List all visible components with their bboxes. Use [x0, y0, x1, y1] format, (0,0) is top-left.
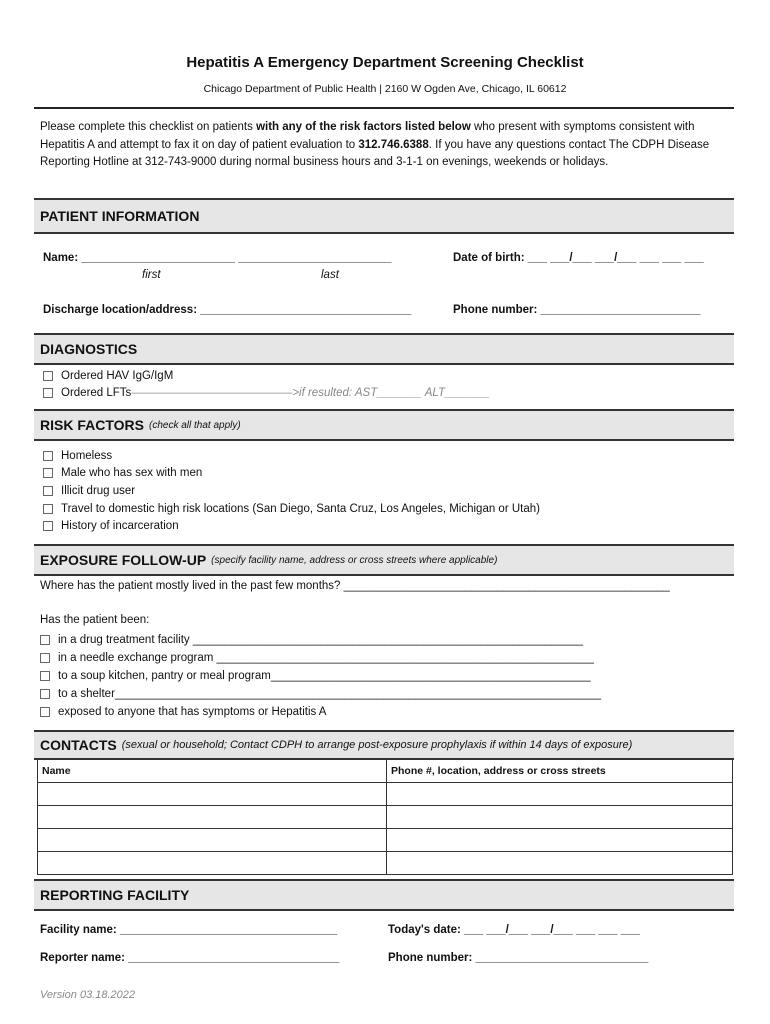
risk-item-homeless[interactable]: Homeless — [43, 448, 112, 466]
checkbox-icon[interactable] — [43, 371, 53, 381]
risk-item-msm[interactable]: Male who has sex with men — [43, 465, 202, 483]
checkbox-icon[interactable] — [40, 671, 50, 681]
risk-item-incarceration[interactable]: History of incarceration — [43, 518, 179, 536]
document-subtitle: Chicago Department of Public Health | 2160 W Ogden Ave, Chicago, IL 60612 — [203, 83, 567, 95]
lived-field[interactable]: Where has the patient mostly lived in the past few months? ___________________________________________________ — [40, 580, 670, 592]
section-risk-factors: RISK FACTORS (check all that apply) — [34, 409, 734, 441]
table-row — [38, 806, 733, 829]
intro-paragraph: Please complete this checklist on patients with any of the risk factors listed below who present with symptoms consistent with Hepatitis A and attempt to fax it on day of patient evaluation to 312.746.6388. If you have any questions contact The CDPH Disease Reporting Hotline at 312-743-9000 during normal business hours and 3-1-1 on evenings, weekends or holidays. — [40, 121, 710, 168]
exposure-item-drug-treatment[interactable]: in a drug treatment facility _____________________________________________________________ — [40, 632, 583, 650]
header-divider — [34, 107, 734, 109]
checkbox-icon[interactable] — [40, 635, 50, 645]
table-header-row — [38, 760, 733, 783]
checkbox-icon[interactable] — [43, 521, 53, 531]
table-row — [38, 852, 733, 875]
reporter-phone-field[interactable]: Phone number: ___________________________ — [388, 952, 649, 964]
contact-phone-cell[interactable] — [387, 829, 733, 852]
reporter-name-field[interactable]: Reporter name: _________________________________ — [40, 952, 340, 964]
contact-name-cell[interactable] — [38, 852, 387, 875]
name-field[interactable]: Name: ________________________ ________________________ — [43, 252, 392, 264]
section-diagnostics: DIAGNOSTICS — [34, 333, 734, 365]
version-label: Version 03.18.2022 — [40, 989, 135, 1001]
been-label: Has the patient been: — [40, 614, 150, 626]
section-contacts: CONTACTS (sexual or household; Contact CDPH to arrange post-exposure prophylaxis if within 14 days of exposure) — [34, 730, 734, 760]
risk-item-travel[interactable]: Travel to domestic high risk locations (San Diego, Santa Cruz, Los Angeles, Michigan or Utah) — [43, 501, 540, 519]
checkbox-icon[interactable] — [43, 451, 53, 461]
section-patient-information: PATIENT INFORMATION — [34, 198, 734, 234]
contacts-name-header: Name — [38, 760, 387, 783]
contact-name-cell[interactable] — [38, 783, 387, 806]
checkbox-icon[interactable] — [43, 388, 53, 398]
risk-item-drug-user[interactable]: Illicit drug user — [43, 483, 135, 501]
checkbox-icon[interactable] — [43, 468, 53, 478]
last-name-caption: last — [321, 269, 339, 281]
exposure-item-soup-kitchen[interactable]: to a soup kitchen, pantry or meal program__________________________________________________ — [40, 668, 591, 686]
contacts-table — [37, 759, 733, 875]
section-reporting-facility: REPORTING FACILITY — [34, 879, 734, 911]
table-row — [38, 829, 733, 852]
facility-name-field[interactable]: Facility name: __________________________________ — [40, 924, 338, 936]
contact-phone-cell[interactable] — [387, 783, 733, 806]
contact-phone-cell[interactable] — [387, 852, 733, 875]
checkbox-item-lfts[interactable]: Ordered LFTs——————————————>if resulted: AST_______ ALT_______ — [43, 385, 490, 403]
phone-number-field[interactable]: Phone number: _________________________ — [453, 304, 701, 316]
date-of-birth-field[interactable]: Date of birth: ___ ___/___ ___/___ ___ ___ ___ — [453, 252, 704, 264]
todays-date-field[interactable]: Today's date: ___ ___/___ ___/___ ___ ___ ___ — [388, 924, 640, 936]
checkbox-icon[interactable] — [40, 653, 50, 663]
checkbox-icon[interactable] — [43, 486, 53, 496]
contact-name-cell[interactable] — [38, 829, 387, 852]
contact-name-cell[interactable] — [38, 806, 387, 829]
exposure-item-shelter[interactable]: to a shelter____________________________________________________________________________ — [40, 686, 601, 704]
checkbox-icon[interactable] — [40, 689, 50, 699]
first-name-caption: first — [142, 269, 161, 281]
exposure-item-symptomatic-contact[interactable]: exposed to anyone that has symptoms or Hepatitis A — [40, 704, 326, 722]
contacts-phone-header: Phone #, location, address or cross streets — [387, 760, 733, 783]
contact-phone-cell[interactable] — [387, 806, 733, 829]
checkbox-icon[interactable] — [40, 707, 50, 717]
checkbox-icon[interactable] — [43, 504, 53, 514]
section-exposure-follow-up: EXPOSURE FOLLOW-UP (specify facility name, address or cross streets where applicable) — [34, 544, 734, 576]
document-title: Hepatitis A Emergency Department Screening Checklist — [186, 54, 584, 71]
checkbox-item-hav-igg-igm[interactable]: Ordered HAV IgG/IgM — [43, 368, 173, 386]
table-row — [38, 783, 733, 806]
discharge-address-field[interactable]: Discharge location/address: _________________________________ — [43, 304, 412, 316]
exposure-item-needle-exchange[interactable]: in a needle exchange program ___________________________________________________________ — [40, 650, 594, 668]
